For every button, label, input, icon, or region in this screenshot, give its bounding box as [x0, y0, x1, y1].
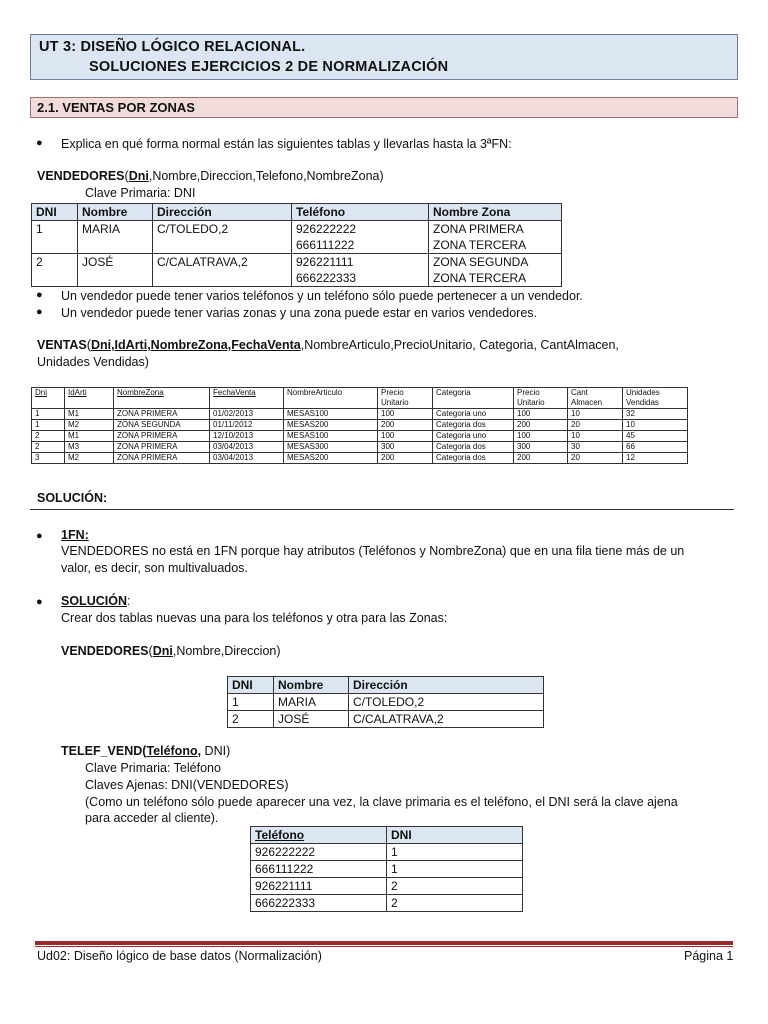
table-cell: 666111222 — [292, 237, 429, 254]
table-cell: 10 — [623, 420, 688, 431]
ventas-table — [31, 387, 688, 464]
table-row — [32, 442, 688, 453]
table-cell: M2 — [65, 420, 114, 431]
table-header-row — [251, 827, 523, 844]
table-cell: 666222333 — [292, 270, 429, 287]
table-cell: 3 — [32, 453, 65, 464]
table-row — [251, 844, 523, 861]
table-cell: 2 — [228, 711, 274, 728]
table-cell: 1 — [387, 844, 523, 861]
table-cell: 926222222 — [251, 844, 387, 861]
table-cell: 666111222 — [251, 861, 387, 878]
table-row — [32, 254, 562, 271]
table-cell: MESAS300 — [284, 442, 378, 453]
table-row — [32, 221, 562, 238]
table-cell: 20 — [568, 420, 623, 431]
table-cell: Categoria dos — [433, 453, 514, 464]
telef-table — [250, 826, 523, 912]
table-cell: 926221111 — [251, 878, 387, 895]
bullet-icon: ● — [36, 137, 43, 149]
table-cell: C/CALATRAVA,2 — [349, 711, 544, 728]
table-cell: 10 — [568, 431, 623, 442]
column-header: Teléfono — [292, 204, 429, 221]
title-line-2: SOLUCIONES EJERCICIOS 2 DE NORMALIZACIÓN — [89, 59, 449, 75]
table-cell: MESAS100 — [284, 431, 378, 442]
table-cell: Categoria uno — [433, 409, 514, 420]
footer-divider-thin — [35, 946, 733, 947]
table-cell: ZONA PRIMERA — [114, 409, 210, 420]
column-header: DNI — [32, 204, 78, 221]
column-header: Dirección — [153, 204, 292, 221]
table-cell: 2 — [32, 254, 78, 287]
ventas-keys: Dni,IdArti,NombreZona,FechaVenta — [90, 338, 301, 352]
table-cell: 666222333 — [251, 895, 387, 912]
table-cell: 10 — [568, 409, 623, 420]
table-cell: 2 — [32, 431, 65, 442]
fn1-text: VENDEDORES no está en 1FN porque hay atributos (Teléfonos y NombreZona) que en una fila tiene más de un — [61, 544, 685, 558]
solucion-heading: SOLUCIÓN: — [37, 491, 108, 505]
document-title-box — [30, 34, 738, 80]
table-cell: 300 — [378, 442, 433, 453]
column-header: Categoria — [433, 388, 514, 409]
column-header: Unidades Vendidas — [623, 388, 688, 409]
table-cell: 1 — [32, 409, 65, 420]
table-cell: MARIA — [78, 221, 153, 254]
table-header-row — [32, 204, 562, 221]
table-cell: 300 — [514, 442, 568, 453]
table-cell: MESAS200 — [284, 420, 378, 431]
telef-fk: Claves Ajenas: DNI(VENDEDORES) — [85, 778, 289, 792]
table-cell: 200 — [514, 453, 568, 464]
table-cell: MESAS200 — [284, 453, 378, 464]
column-header: IdArti — [65, 388, 114, 409]
column-header: DNI — [387, 827, 523, 844]
table-header-row — [228, 677, 544, 694]
vendedores-key: Dni — [128, 169, 149, 183]
table-cell: 12 — [623, 453, 688, 464]
table-cell: JOSÉ — [274, 711, 349, 728]
column-header: Cant Almacen — [568, 388, 623, 409]
section-heading: 2.1. VENTAS POR ZONAS — [37, 100, 195, 115]
table-cell: M2 — [65, 453, 114, 464]
vendedores-name: VENDEDORES — [37, 169, 125, 183]
solucion2-heading: SOLUCIÓN: — [61, 594, 131, 608]
bullet-icon: ● — [36, 289, 43, 301]
table-cell: 32 — [623, 409, 688, 420]
ventas-schema: VENTAS(Dni,IdArti,NombreZona,FechaVenta,NombreArticulo,PrecioUnitario, Categoria, CantAlmacen, — [37, 338, 619, 352]
table-cell: 30 — [568, 442, 623, 453]
table-cell: 926221111 — [292, 254, 429, 271]
ventas-name: VENTAS — [37, 338, 87, 352]
table-cell: Categoria uno — [433, 431, 514, 442]
footer-left: Ud02: Diseño lógico de base datos (Normalización) — [37, 949, 322, 963]
telef-note: (Como un teléfono sólo puede aparecer una vez, la clave primaria es el teléfono, el DNI será la clave ajena — [85, 795, 678, 809]
table-cell: 1 — [387, 861, 523, 878]
table-cell: ZONA PRIMERA — [429, 221, 562, 238]
table-row — [32, 453, 688, 464]
table-row — [228, 694, 544, 711]
vendedores-note: Un vendedor puede tener varias zonas y una zona puede estar en varios vendedores. — [61, 306, 538, 320]
bullet-icon: ● — [36, 596, 43, 608]
table-cell: MARIA — [274, 694, 349, 711]
column-header: Nombre — [274, 677, 349, 694]
column-header: NombreZona — [114, 388, 210, 409]
intro-text: Explica en qué forma normal están las siguientes tablas y llevarlas hasta la 3ªFN: — [61, 137, 512, 151]
table-cell: JOSÉ — [78, 254, 153, 287]
table-row — [32, 431, 688, 442]
table-cell: ZONA PRIMERA — [114, 431, 210, 442]
title-line-1: UT 3: DISEÑO LÓGICO RELACIONAL. — [39, 39, 306, 55]
column-header: FechaVenta — [210, 388, 284, 409]
table-cell: 20 — [568, 453, 623, 464]
footer-divider — [35, 941, 733, 945]
table-cell: 12/10/2013 — [210, 431, 284, 442]
vendedores-rest: ,Nombre,Direccion,Telefono,NombreZona) — [148, 169, 384, 183]
table-row — [228, 711, 544, 728]
table-row — [32, 409, 688, 420]
table-row — [251, 861, 523, 878]
table-cell: 2 — [387, 878, 523, 895]
table-cell: 45 — [623, 431, 688, 442]
telef-note: para acceder al cliente). — [85, 811, 219, 825]
table-cell: 100 — [378, 409, 433, 420]
ventas-schema-cont: Unidades Vendidas) — [37, 355, 149, 369]
table-cell: 66 — [623, 442, 688, 453]
page-number: Página 1 — [684, 949, 734, 963]
table-cell: 200 — [514, 420, 568, 431]
table-cell: 100 — [514, 409, 568, 420]
table-cell: C/CALATRAVA,2 — [153, 254, 292, 287]
column-header: DNI — [228, 677, 274, 694]
table-row — [32, 420, 688, 431]
table-cell: C/TOLEDO,2 — [349, 694, 544, 711]
vend2-schema: VENDEDORES(Dni,Nombre,Direccion) — [61, 644, 281, 658]
telef-schema: TELEF_VEND(Teléfono, DNI) — [61, 744, 231, 758]
table-cell: 1 — [32, 420, 65, 431]
table-header-row — [32, 388, 688, 409]
vendedores-schema: VENDEDORES(Dni,Nombre,Direccion,Telefono,NombreZona) — [37, 169, 384, 183]
vendedores-note: Un vendedor puede tener varios teléfonos y un teléfono sólo puede pertenecer a un vendedor. — [61, 289, 583, 303]
column-header: Nombre Zona — [429, 204, 562, 221]
table-cell: 1 — [32, 221, 78, 254]
fn1-label: 1FN: — [61, 528, 89, 542]
table-cell: ZONA TERCERA — [429, 237, 562, 254]
vend2-table — [227, 676, 544, 728]
table-cell: 2 — [387, 895, 523, 912]
table-cell: 1 — [228, 694, 274, 711]
bullet-icon: ● — [36, 306, 43, 318]
table-cell: 200 — [378, 420, 433, 431]
table-cell: 01/11/2012 — [210, 420, 284, 431]
table-cell: 926222222 — [292, 221, 429, 238]
table-cell: C/TOLEDO,2 — [153, 221, 292, 254]
table-cell: 2 — [32, 442, 65, 453]
telef-pk: Clave Primaria: Teléfono — [85, 761, 221, 775]
table-row — [251, 878, 523, 895]
table-cell: MESAS100 — [284, 409, 378, 420]
table-cell: Categoria dos — [433, 420, 514, 431]
column-header: Nombre — [78, 204, 153, 221]
table-cell: 03/04/2013 — [210, 453, 284, 464]
vendedores-pk: Clave Primaria: DNI — [85, 186, 196, 200]
table-cell: M3 — [65, 442, 114, 453]
table-cell: 100 — [514, 431, 568, 442]
column-header: Dirección — [349, 677, 544, 694]
table-cell: 01/02/2013 — [210, 409, 284, 420]
table-cell: M1 — [65, 409, 114, 420]
table-row — [251, 895, 523, 912]
divider — [30, 509, 734, 510]
table-cell: ZONA PRIMERA — [114, 442, 210, 453]
column-header: NombreArticulo — [284, 388, 378, 409]
column-header: Teléfono — [251, 827, 387, 844]
table-cell: ZONA SEGUNDA — [429, 254, 562, 271]
column-header: Precio Unitario — [514, 388, 568, 409]
table-cell: 100 — [378, 431, 433, 442]
column-header: Precio Unitario — [378, 388, 433, 409]
bullet-icon: ● — [36, 530, 43, 542]
fn1-text: valor, es decir, son multivaluados. — [61, 561, 248, 575]
table-cell: 03/04/2013 — [210, 442, 284, 453]
vendedores-table — [31, 203, 562, 287]
table-cell: ZONA PRIMERA — [114, 453, 210, 464]
table-cell: ZONA SEGUNDA — [114, 420, 210, 431]
table-cell: M1 — [65, 431, 114, 442]
table-cell: ZONA TERCERA — [429, 270, 562, 287]
table-cell: Categoria dos — [433, 442, 514, 453]
ventas-rest: ,NombreArticulo,PrecioUnitario, Categoria, CantAlmacen, — [300, 338, 619, 352]
table-cell: 200 — [378, 453, 433, 464]
column-header: Dni — [32, 388, 65, 409]
section-heading-box — [30, 97, 738, 118]
solucion2-text: Crear dos tablas nuevas una para los teléfonos y otra para las Zonas: — [61, 611, 448, 625]
